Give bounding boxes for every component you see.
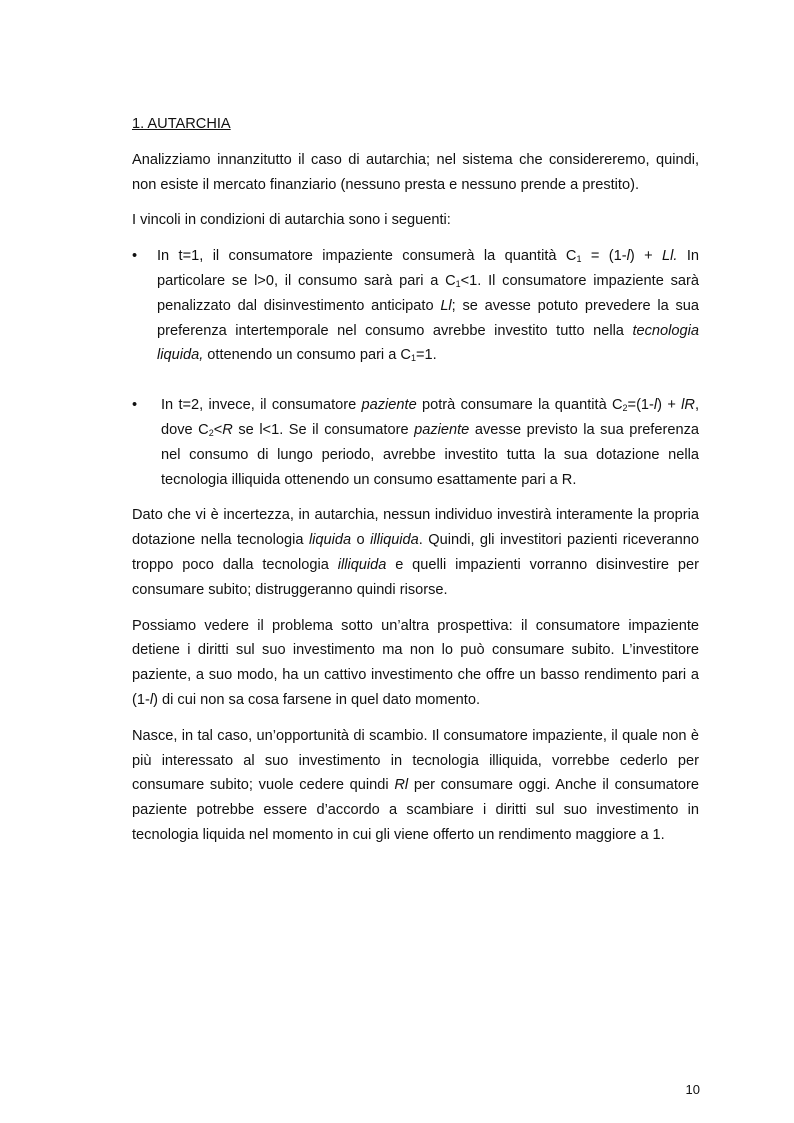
paragraph-uncertainty: Dato che vi è incertezza, in autarchia, nessun individuo investirà interamente la propria dotazione nella tecnologia liquida o illiquida. Quindi, gli investitori pazienti riceveranno troppo poco dalla tecnologia illiquida e quelli impazienti vorranno disinvestire per consumare subito; distruggeranno quindi risorse. [132, 507, 699, 598]
paragraph-exchange: Nasce, in tal caso, un’opportunità di scambio. Il consumatore impaziente, il quale non è più interessato al suo investimento in tecnologia illiquida, vorrebbe cederlo per consumare subito; vuole cedere quindi Rl per consumare oggi. Anche il consumatore paziente potrebbe essere d’accordo a scambiare i diritti sul suo investimento in tecnologia liquida nel momento in cui gli viene offerto un rendimento maggiore a 1. [132, 727, 699, 843]
list-item: • In t=2, invece, il consumatore paziente potrà consumare la quantità $C_2=(1-l)$ + lR, dove $C_2<R$ se l<1. Se il consumatore paziente avesse previsto la sua preferenza nel consumo di lungo periodo, avrebbe investito tutta la sua dotazione nella tecnologia illiquida ottenendo un consumo esattamente pari a R. [132, 393, 699, 492]
paragraph-perspective: Possiamo vedere il problema sotto un’altra prospettiva: il consumatore impaziente detiene i diritti sul suo investimento ma non lo può consumare subito. L’investitore paziente, a suo modo, ha un cattivo investimento che offre un basso rendimento pari a (1-l) di cui non sa cosa farsene in quel dato momento. [132, 617, 699, 708]
bullet-icon: • [132, 397, 138, 414]
page-number: 10 [685, 1082, 700, 1097]
bullet-icon: • [132, 248, 138, 265]
list-item: • In t=1, il consumatore impaziente consumerà la quantità $C_1 = (1-l) + Ll$. In particolare se l>0, il consumo sarà pari a $C_1<1$. Il consumatore impaziente sarà penalizzato dal disinvestimento anticipato Ll; se avesse potuto prevedere la sua preferenza intertemporale nel consumo avrebbe investito tutto nella tecnologia liquida, ottenendo un consumo pari a $C_1=1$. [132, 244, 699, 368]
page-content [132, 112, 699, 859]
paragraph-constraints: I vincoli in condizioni di autarchia sono i seguenti: [132, 212, 451, 229]
constraints-list [132, 244, 699, 492]
paragraph-intro: Analizziamo innanzitutto il caso di autarchia; nel sistema che considereremo, quindi, non esiste il mercato finanziario (nessuno presta e nessuno prende a prestito). [132, 151, 699, 193]
section-heading: 1. AUTARCHIA [132, 116, 231, 132]
